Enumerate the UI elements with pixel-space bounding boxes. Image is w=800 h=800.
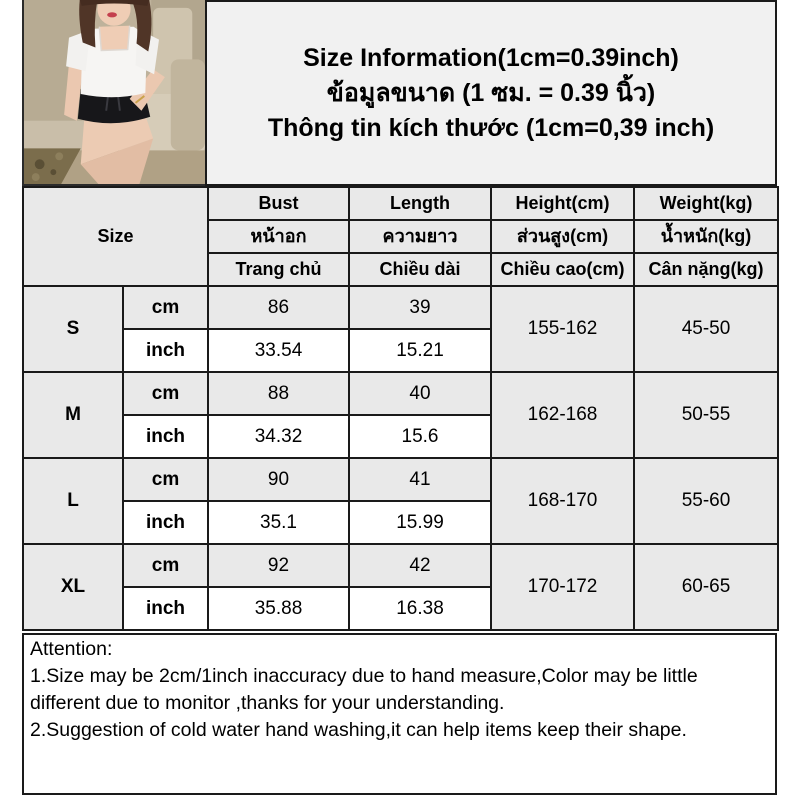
unit-label: cm [123,286,208,329]
weight-value: 50-55 [634,372,778,458]
table-row [23,544,778,587]
title-en: Size Information(1cm=0.39inch) [303,44,679,72]
unit-label: cm [123,372,208,415]
unit-label: inch [123,587,208,630]
length-inch-value: 16.38 [349,587,491,630]
height-value: 168-170 [491,458,634,544]
header-bust-vi: Trang chủ [208,253,349,286]
header-length-en: Length [349,187,491,220]
bust-cm-value: 90 [208,458,349,501]
unit-label: inch [123,501,208,544]
size-label-l: L [23,458,123,544]
length-cm-value: 40 [349,372,491,415]
title-th: ข้อมูลขนาด (1 ซม. = 0.39 นิ้ว) [326,79,656,107]
height-value: 162-168 [491,372,634,458]
header-height-vi: Chiều cao(cm) [491,253,634,286]
table-row [23,286,778,329]
model-photo-illustration [24,0,205,184]
bust-inch-value: 34.32 [208,415,349,458]
header-weight-vi: Cân nặng(kg) [634,253,778,286]
header-height-th: ส่วนสูง(cm) [491,220,634,253]
size-label-m: M [23,372,123,458]
unit-label: cm [123,544,208,587]
attention-note-2: 2.Suggestion of cold water hand washing,it can help items keep their shape. [30,719,687,741]
unit-label: cm [123,458,208,501]
header-weight-th: น้ำหนัก(kg) [634,220,778,253]
length-inch-value: 15.21 [349,329,491,372]
header-weight-en: Weight(kg) [634,187,778,220]
bust-cm-value: 88 [208,372,349,415]
length-cm-value: 42 [349,544,491,587]
header-length-th: ความยาว [349,220,491,253]
weight-value: 55-60 [634,458,778,544]
height-value: 170-172 [491,544,634,630]
attention-box [22,633,777,795]
height-value: 155-162 [491,286,634,372]
weight-value: 60-65 [634,544,778,630]
length-cm-value: 41 [349,458,491,501]
length-inch-value: 15.6 [349,415,491,458]
size-table [22,186,779,631]
unit-label: inch [123,329,208,372]
bust-cm-value: 86 [208,286,349,329]
bust-inch-value: 33.54 [208,329,349,372]
header-height-en: Height(cm) [491,187,634,220]
size-label-xl: XL [23,544,123,630]
title-vi: Thông tin kích thước (1cm=0,39 inch) [267,114,715,142]
header-bust-th: หน้าอก [208,220,349,253]
header-length-vi: Chiều dài [349,253,491,286]
attention-heading: Attention: [30,638,113,660]
unit-label: inch [123,415,208,458]
size-header-cell: Size [23,187,208,286]
bust-inch-value: 35.88 [208,587,349,630]
title-box [205,0,777,186]
bust-inch-value: 35.1 [208,501,349,544]
attention-note-1: 1.Size may be 2cm/1inch inaccuracy due to hand measure,Color may be little different due to monitor ,thanks for your understanding. [30,665,698,714]
size-label-s: S [23,286,123,372]
weight-value: 45-50 [634,286,778,372]
length-inch-value: 15.99 [349,501,491,544]
product-photo [22,0,207,186]
length-cm-value: 39 [349,286,491,329]
bust-cm-value: 92 [208,544,349,587]
table-row [23,372,778,415]
header-bust-en: Bust [208,187,349,220]
table-row [23,458,778,501]
